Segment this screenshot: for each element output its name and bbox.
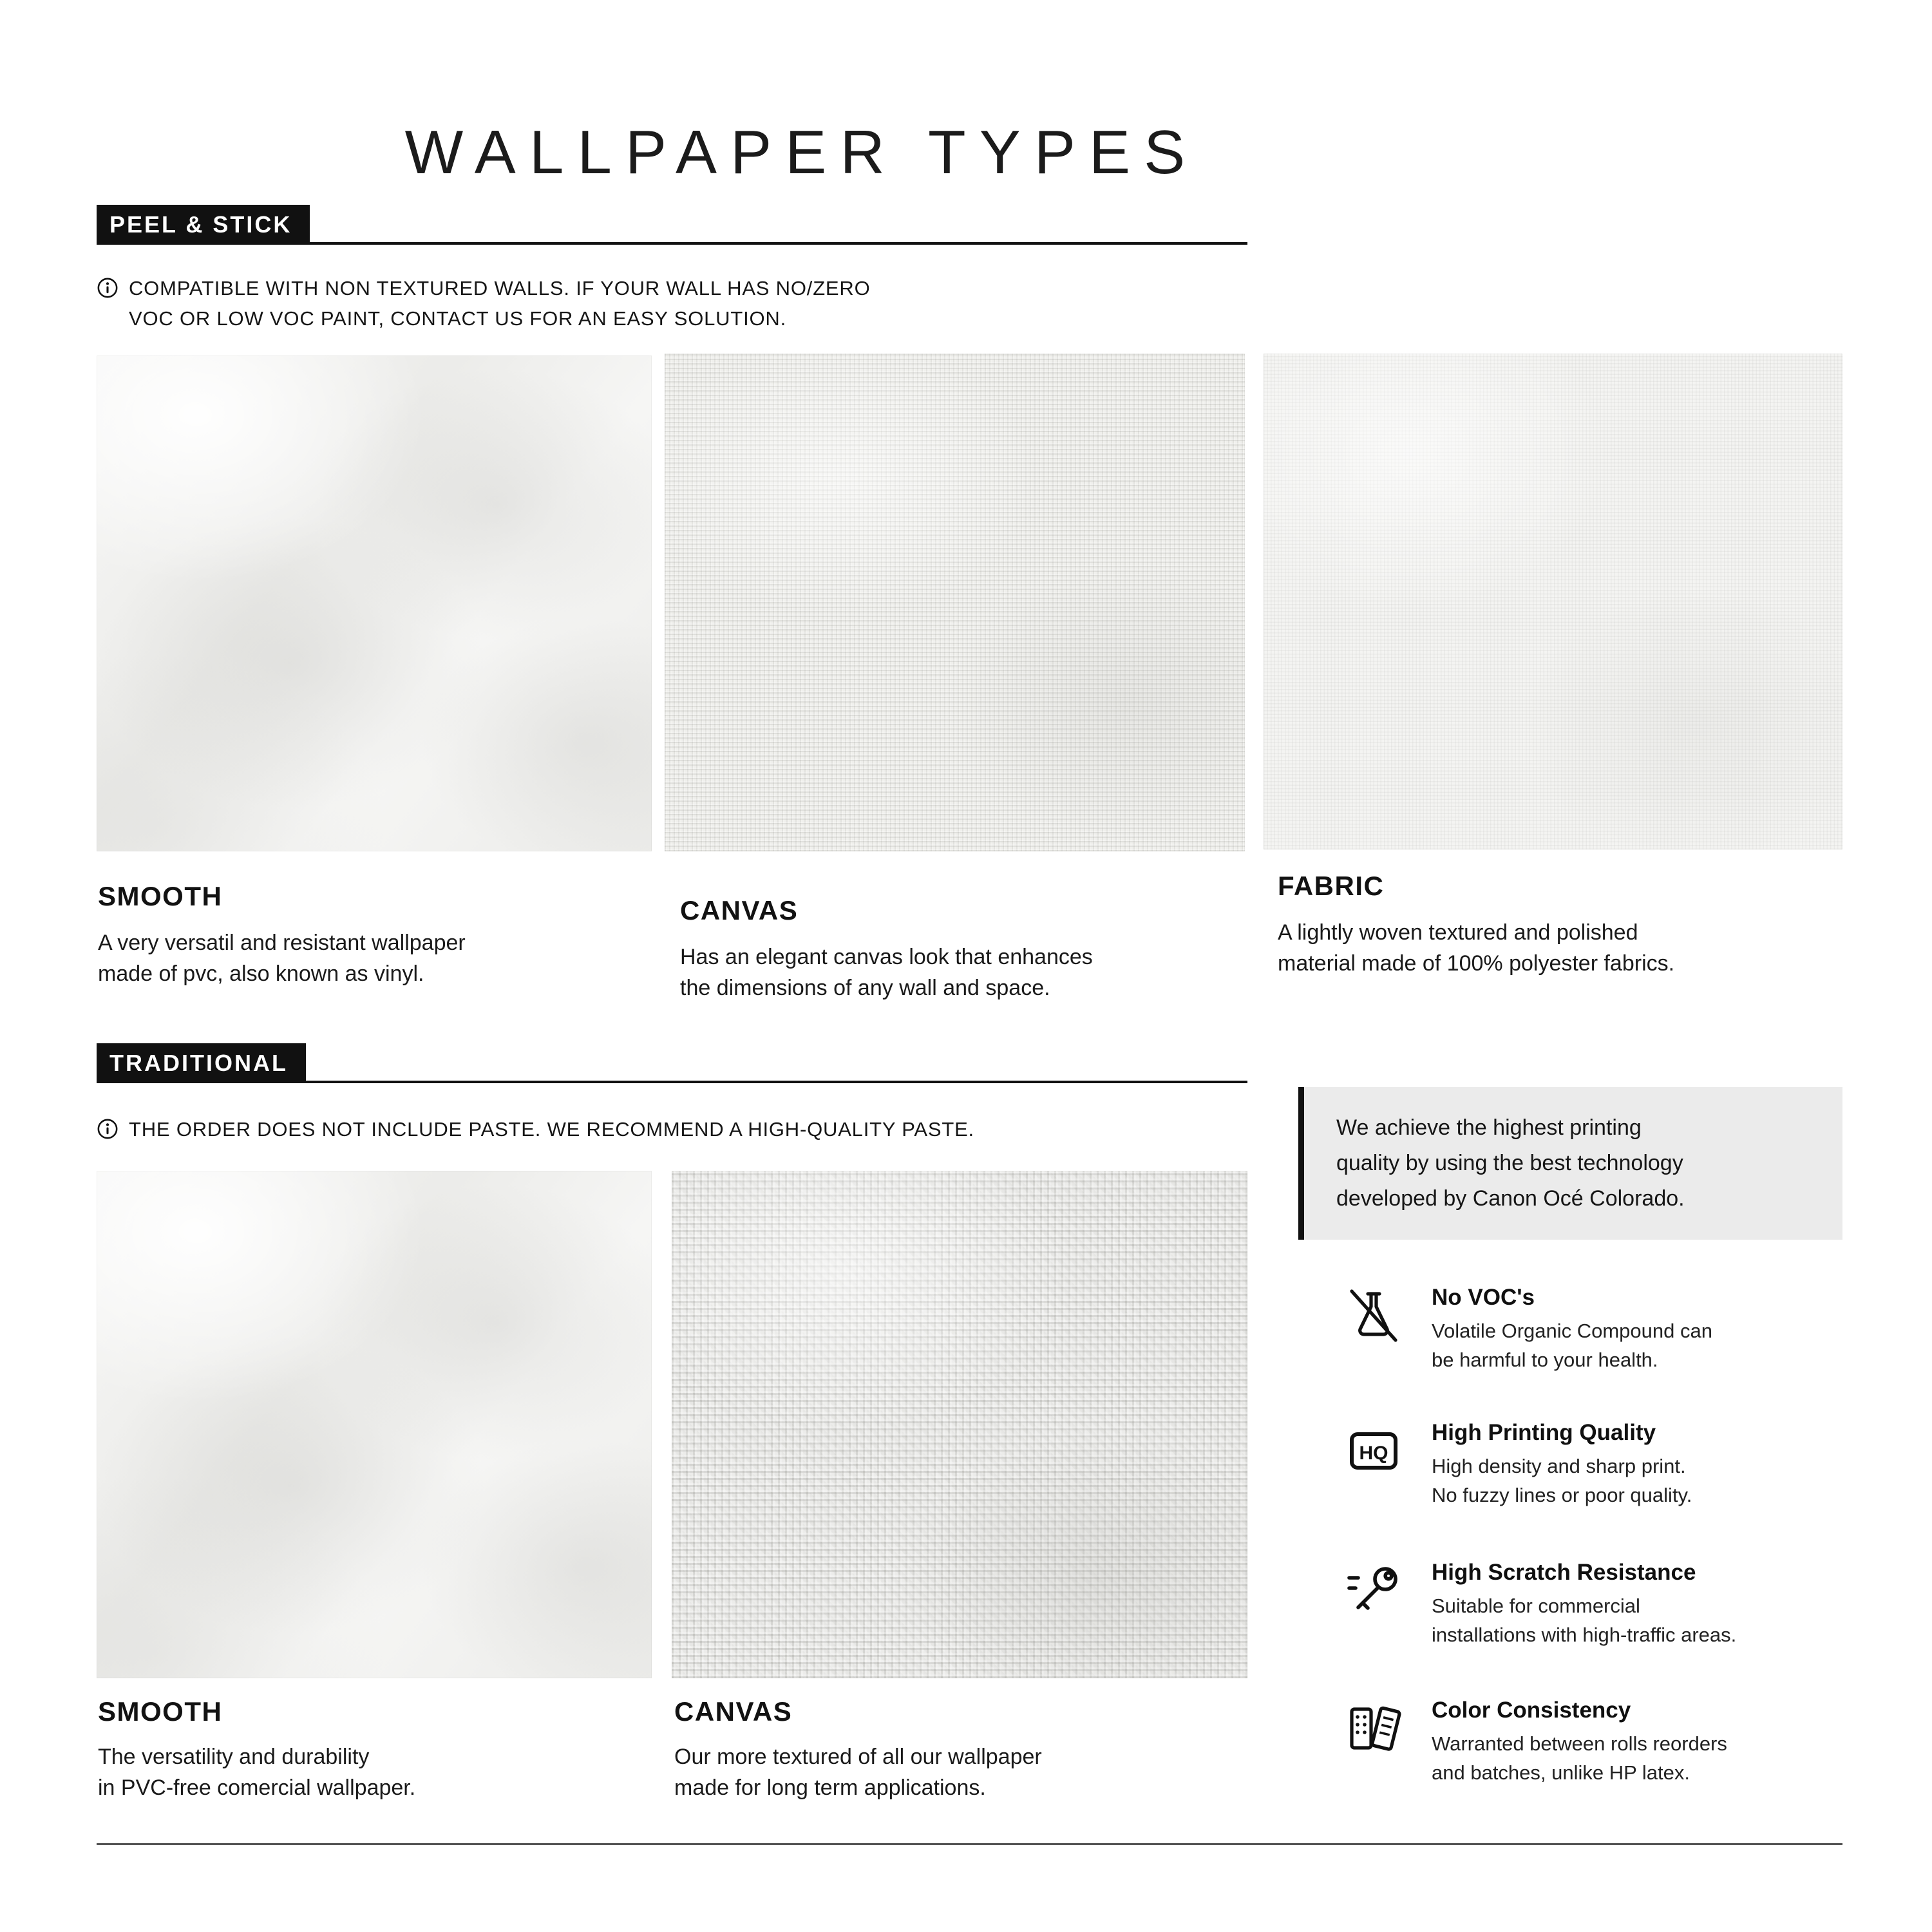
desc-line: material made of 100% polyester fabrics.	[1278, 951, 1675, 976]
desc-line: and batches, unlike HP latex.	[1432, 1761, 1690, 1784]
desc-line: High density and sharp print.	[1432, 1455, 1686, 1477]
printing-quality-statement	[1298, 1087, 1842, 1240]
type-desc-traditional-smooth	[98, 1741, 415, 1804]
feature-text	[1432, 1420, 1692, 1510]
peel-stick-note-text	[129, 273, 871, 334]
desc-line: Our more textured of all our wallpaper	[674, 1745, 1042, 1769]
scratch-icon	[1343, 1560, 1405, 1622]
no-voc-icon	[1343, 1285, 1405, 1347]
swatch-traditional-canvas	[672, 1171, 1247, 1678]
feature-title: High Printing Quality	[1432, 1420, 1656, 1445]
page-title: WALLPAPER TYPES	[404, 118, 1199, 187]
feature-desc	[1432, 1317, 1712, 1375]
type-desc-peel-stick-fabric	[1278, 917, 1674, 980]
peel-stick-note	[97, 273, 871, 334]
feature-no-voc	[1343, 1285, 1852, 1375]
desc-line: A very versatil and resistant wallpaper	[98, 931, 466, 955]
type-name-peel-stick-canvas: CANVAS	[680, 895, 799, 925]
section-label-traditional: TRADITIONAL	[97, 1043, 306, 1083]
svg-text:HQ: HQ	[1359, 1443, 1388, 1464]
feature-text	[1432, 1698, 1727, 1788]
desc-line: Suitable for commercial	[1432, 1595, 1640, 1617]
swatch-peel-stick-canvas	[665, 354, 1245, 851]
swatch-traditional-smooth	[97, 1171, 652, 1678]
type-name-traditional-canvas: CANVAS	[674, 1696, 793, 1727]
bottom-divider	[97, 1843, 1842, 1845]
type-name-peel-stick-smooth: SMOOTH	[98, 881, 223, 911]
desc-line: installations with high-traffic areas.	[1432, 1623, 1737, 1646]
type-desc-peel-stick-canvas	[680, 942, 1093, 1004]
desc-line: made of pvc, also known as vinyl.	[98, 961, 424, 987]
note-line: THE ORDER DOES NOT INCLUDE PASTE. WE RECOMMEND A HIGH-QUALITY PASTE.	[129, 1118, 974, 1141]
hq-icon	[1343, 1420, 1405, 1482]
type-desc-traditional-canvas	[674, 1741, 1042, 1804]
swatch-peel-stick-fabric	[1264, 354, 1842, 849]
feature-high-scratch-resistance	[1343, 1560, 1852, 1650]
traditional-note	[97, 1114, 974, 1144]
section-header-peel-stick	[97, 205, 1247, 245]
feature-text	[1432, 1285, 1712, 1375]
feature-high-printing-quality	[1343, 1420, 1852, 1510]
desc-line: Warranted between rolls reorders	[1432, 1732, 1727, 1755]
statement-line: We achieve the highest printing	[1336, 1115, 1642, 1140]
section-rule-traditional	[306, 1081, 1247, 1083]
feature-desc	[1432, 1452, 1692, 1510]
info-icon	[97, 277, 118, 299]
statement-line: developed by Canon Océ Colorado.	[1336, 1186, 1685, 1211]
section-label-peel-stick: PEEL & STICK	[97, 205, 310, 245]
feature-desc	[1432, 1730, 1727, 1788]
feature-title: Color Consistency	[1432, 1698, 1631, 1723]
color-consistency-icon	[1343, 1698, 1405, 1759]
note-line: COMPATIBLE WITH NON TEXTURED WALLS. IF YOUR WALL HAS NO/ZERO	[129, 277, 871, 299]
feature-title: High Scratch Resistance	[1432, 1560, 1696, 1585]
desc-line: Has an elegant canvas look that enhances	[680, 945, 1093, 969]
desc-line: No fuzzy lines or poor quality.	[1432, 1483, 1692, 1506]
desc-line: The versatility and durability	[98, 1745, 370, 1769]
desc-line: made for long term applications.	[674, 1776, 986, 1801]
desc-line: A lightly woven textured and polished	[1278, 920, 1638, 945]
type-name-traditional-smooth: SMOOTH	[98, 1696, 223, 1727]
type-desc-peel-stick-smooth	[98, 927, 466, 990]
type-name-peel-stick-fabric: FABRIC	[1278, 871, 1385, 901]
info-icon	[97, 1118, 118, 1140]
desc-line: in PVC-free comercial wallpaper.	[98, 1776, 416, 1801]
feature-text	[1432, 1560, 1736, 1650]
swatch-peel-stick-smooth	[97, 355, 652, 851]
desc-line: Volatile Organic Compound can	[1432, 1320, 1712, 1342]
desc-line: be harmful to your health.	[1432, 1348, 1658, 1371]
feature-color-consistency	[1343, 1698, 1852, 1788]
statement-line: quality by using the best technology	[1336, 1151, 1683, 1176]
traditional-note-text	[129, 1114, 974, 1144]
section-rule-peel-stick	[310, 242, 1247, 245]
feature-desc	[1432, 1592, 1736, 1650]
feature-title: No VOC's	[1432, 1285, 1535, 1310]
desc-line: the dimensions of any wall and space.	[680, 976, 1050, 1001]
section-header-traditional	[97, 1043, 1247, 1083]
note-line: VOC OR LOW VOC PAINT, CONTACT US FOR AN EASY SOLUTION.	[129, 307, 787, 330]
